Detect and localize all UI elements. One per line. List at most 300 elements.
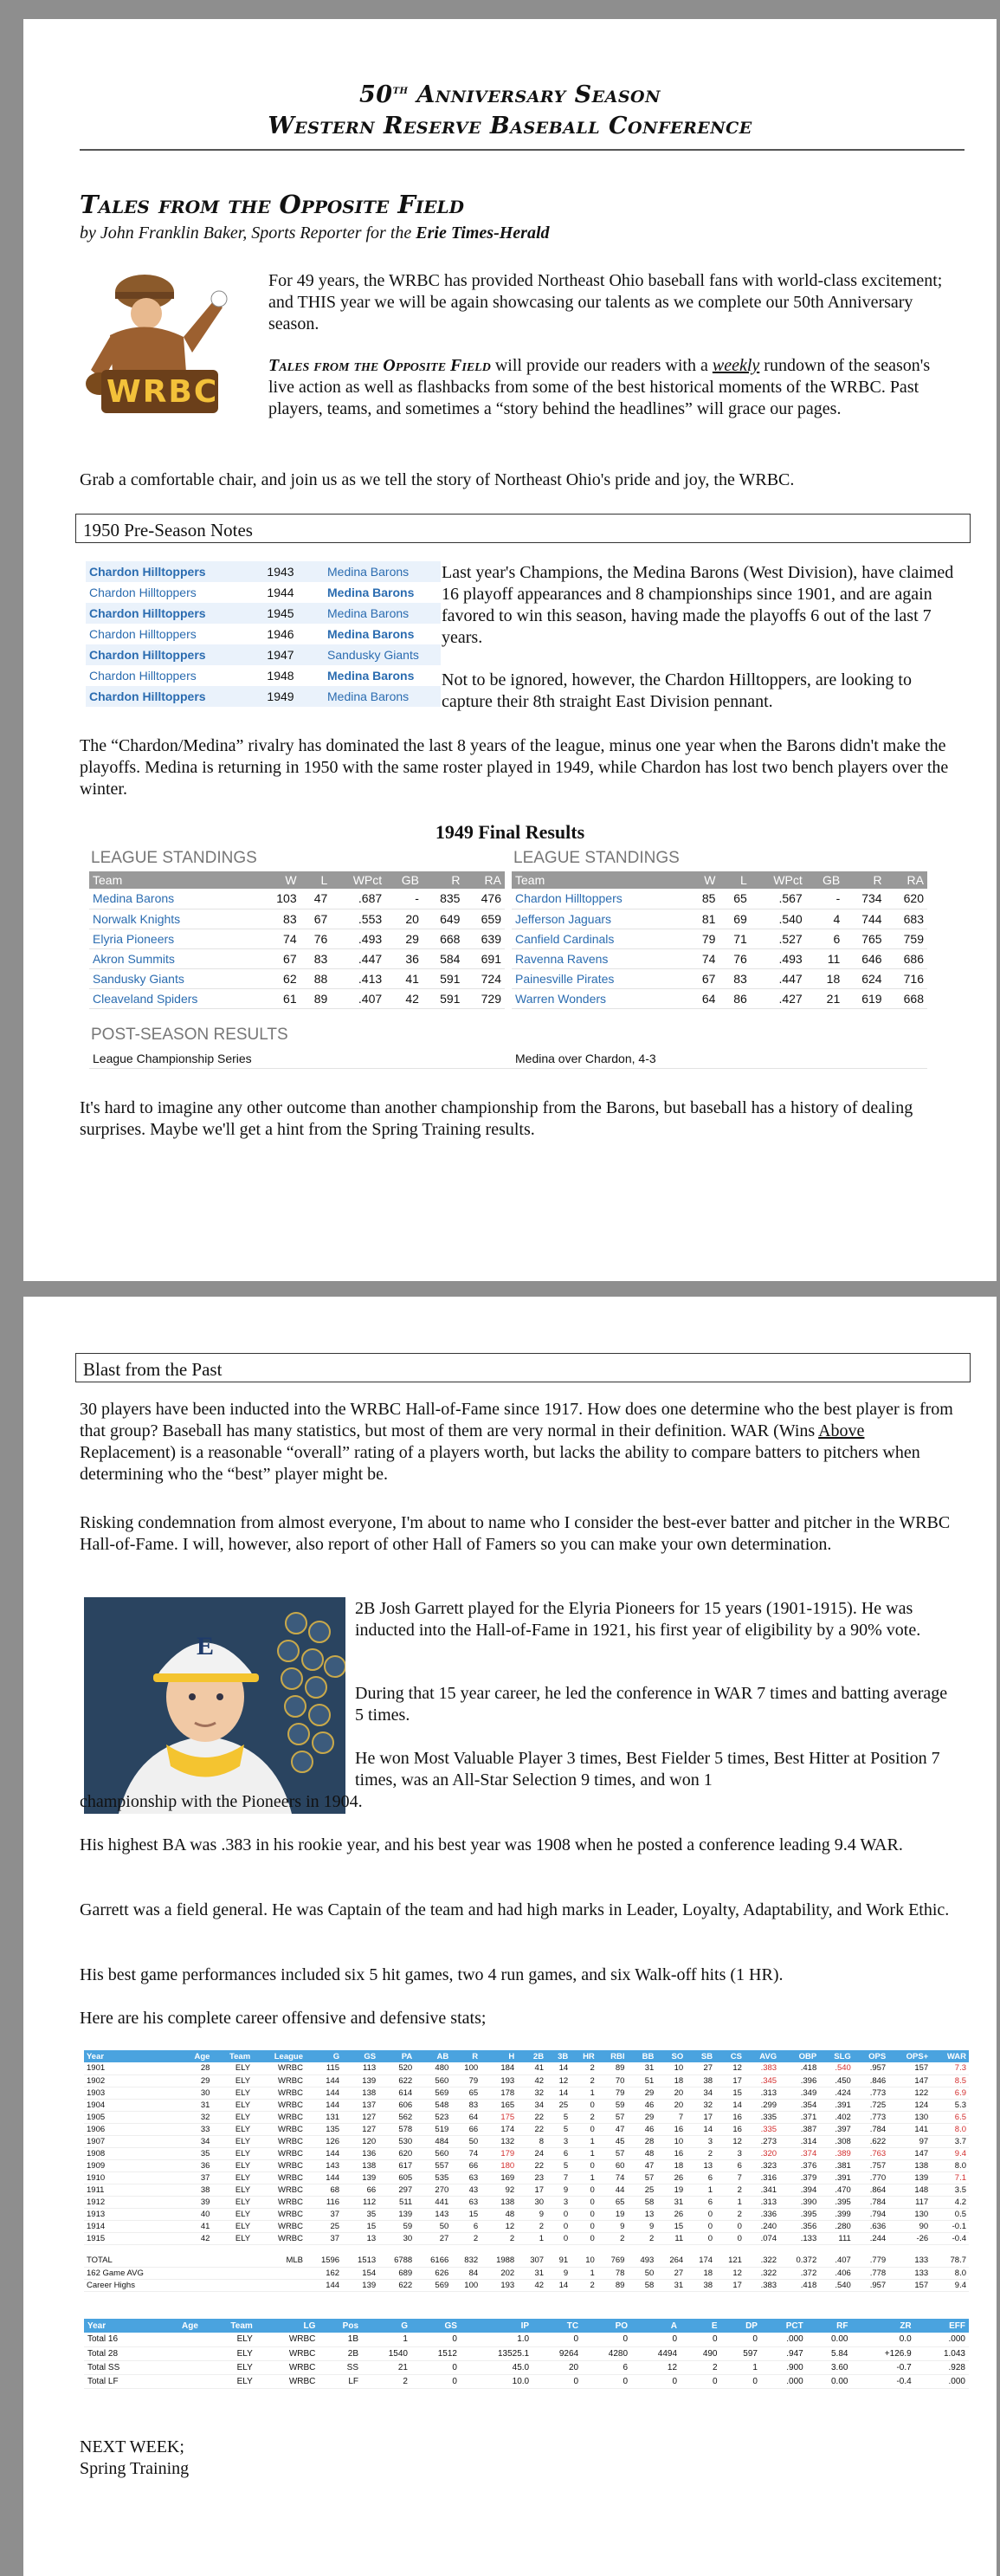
career-cell: 530 (378, 2135, 415, 2147)
standings-cell: 591 (423, 988, 464, 1008)
standings-cell: 18 (806, 968, 844, 988)
career-cell: 7 (546, 2171, 571, 2184)
career-cell: .336 (745, 2208, 779, 2220)
standings-cell: 729 (463, 988, 505, 1008)
career-cell: 523 (415, 2111, 451, 2123)
career-cell: 15 (656, 2220, 686, 2232)
career-cell: 115 (306, 2062, 342, 2074)
career-cell: 18 (656, 2159, 686, 2171)
standings-header: RA (463, 871, 505, 889)
career-cell: ELY (212, 2159, 253, 2171)
postseason-label: POST-SEASON RESULTS (91, 1026, 288, 1044)
fielding-cell: 0 (721, 2333, 761, 2346)
career-cell: 8.0 (931, 2159, 969, 2171)
career-cell: ELY (212, 2171, 253, 2184)
standings-cell: 103 (259, 889, 300, 909)
career-total-row (84, 2255, 969, 2267)
fielding-row (84, 2333, 969, 2346)
standings-cell: 47 (300, 889, 332, 909)
career-cell: 35 (342, 2208, 378, 2220)
fielding-cell: 0 (411, 2360, 461, 2374)
career-cell: 14 (686, 2123, 715, 2135)
standings-team: Sandusky Giants (89, 968, 259, 988)
career-cell: 112 (342, 2196, 378, 2208)
career-total-cell: 27 (656, 2267, 686, 2279)
standings-cell: 85 (687, 889, 719, 909)
career-cell: 122 (888, 2087, 931, 2099)
career-cell: 519 (415, 2123, 451, 2135)
career-cell: 139 (342, 2171, 378, 2184)
garrett-paragraph-3: He won Most Valuable Player 3 times, Best Fielder 5 times, Best Hitter at Position 7 times, was an All-Star Selection 9 times, and won 1 (355, 1749, 940, 1790)
career-total-cell: 139 (342, 2279, 378, 2291)
fielding-cell: 1.043 (915, 2346, 969, 2360)
career-total-cell: 133 (888, 2267, 931, 2279)
best-games-paragraph: His best game performances included six 5 hit games, two 4 run games, and six Walk-off hits (1 HR). (80, 1965, 784, 1984)
career-cell: WRBC (253, 2147, 306, 2159)
header-rule (80, 149, 965, 151)
fielding-cell: .000 (761, 2374, 807, 2388)
career-cell: .323 (745, 2159, 779, 2171)
career-cell: 1902 (84, 2074, 180, 2087)
intro-paragraph-2: Tales from the Opposite Field will provide our readers with a weekly rundown of the season's live action as well as flashbacks from some of the best historical moments of the WRBC. Past players, teams, and sometimes a “story behind the headlines” will grace our pages. (268, 356, 931, 418)
standings-row (512, 988, 927, 1008)
career-cell: 614 (378, 2087, 415, 2099)
career-cell: 51 (627, 2074, 656, 2087)
standings-cell: 88 (300, 968, 332, 988)
fielding-cell: WRBC (256, 2346, 319, 2360)
career-total-cell (212, 2279, 253, 2291)
standings-cell: 81 (687, 909, 719, 929)
career-cell: .470 (819, 2184, 854, 2196)
fielding-header: E (681, 2319, 720, 2333)
history-opponent: Medina Barons (327, 586, 415, 599)
career-cell: .074 (745, 2232, 779, 2244)
career-total-cell: 0.372 (779, 2255, 819, 2267)
fielding-cell: 2 (362, 2374, 411, 2388)
career-cell: 1912 (84, 2196, 180, 2208)
standings-team: Canfield Cardinals (512, 929, 687, 948)
career-header: Age (180, 2050, 212, 2062)
career-total-cell: .407 (819, 2255, 854, 2267)
career-header: WAR (931, 2050, 969, 2062)
standings-cell: 74 (259, 929, 300, 948)
standings-cell: 668 (886, 988, 927, 1008)
career-row (84, 2123, 969, 2135)
career-cell: 16 (715, 2123, 745, 2135)
fielding-header: RF (807, 2319, 852, 2333)
career-row (84, 2208, 969, 2220)
career-total-cell: 162 Game AVG (84, 2267, 180, 2279)
hof-paragraph-2: Risking condemnation from almost everyone, I'm about to name who I consider the best-ever batter and pitcher in the WRBC Hall-of-Fame. I will, however, also report of other Hall of Famers so you can make your own determination. (80, 1513, 951, 1554)
fielding-cell (158, 2374, 202, 2388)
career-cell: .280 (819, 2220, 854, 2232)
career-cell: 43 (451, 2184, 481, 2196)
career-cell: 13 (627, 2208, 656, 2220)
career-total-cell: 2 (571, 2279, 597, 2291)
career-header: 2B (517, 2050, 546, 2062)
career-total-cell: 38 (686, 2279, 715, 2291)
career-row (84, 2159, 969, 2171)
standings-cell: .527 (751, 929, 806, 948)
postseason-row (89, 1050, 927, 1069)
standings-cell: 765 (843, 929, 885, 948)
career-cell: 8.5 (931, 2074, 969, 2087)
career-total-cell: 9.4 (931, 2279, 969, 2291)
career-cell: .345 (745, 2074, 779, 2087)
career-cell: 193 (481, 2074, 517, 2087)
career-cell: 1909 (84, 2159, 180, 2171)
standings-cell: 83 (719, 968, 750, 988)
history-team: Chardon Hilltoppers (89, 627, 197, 641)
fielding-header: IP (461, 2319, 532, 2333)
career-cell: 184 (481, 2062, 517, 2074)
career-cell: 0 (715, 2232, 745, 2244)
career-cell: 1 (686, 2184, 715, 2196)
career-cell: 14 (715, 2099, 745, 2111)
career-cell: 31 (180, 2099, 212, 2111)
career-cell: 0 (686, 2208, 715, 2220)
career-cell: .376 (779, 2159, 819, 2171)
standings-cell: 724 (463, 968, 505, 988)
career-cell: 178 (481, 2087, 517, 2099)
standings-cell: 6 (806, 929, 844, 948)
career-header: OPS (854, 2050, 888, 2062)
career-cell: 4.2 (931, 2196, 969, 2208)
fielding-cell: 0.00 (807, 2374, 852, 2388)
career-cell: 138 (342, 2159, 378, 2171)
fielding-cell: Total LF (84, 2374, 158, 2388)
fielding-cell: 0 (532, 2333, 582, 2346)
history-team: Chardon Hilltoppers (89, 586, 197, 599)
fielding-cell: 1540 (362, 2346, 411, 2360)
career-cell: 6 (715, 2159, 745, 2171)
career-spacer (84, 2244, 969, 2255)
career-cell: 24 (517, 2147, 546, 2159)
career-cell: 32 (686, 2099, 715, 2111)
standings-cell: 83 (300, 948, 332, 968)
standings-cell: 620 (886, 889, 927, 909)
standings-cell: - (385, 889, 423, 909)
career-cell: .846 (854, 2074, 888, 2087)
career-cell: 92 (481, 2184, 517, 2196)
career-cell: WRBC (253, 2159, 306, 2171)
column-title: Tales from the Opposite Field (80, 190, 464, 219)
fielding-cell: 490 (681, 2346, 720, 2360)
career-total-cell: 6166 (415, 2255, 451, 2267)
career-total-cell: TOTAL (84, 2255, 180, 2267)
standings-cell: 42 (385, 988, 423, 1008)
career-header: SO (656, 2050, 686, 2062)
career-cell: 66 (451, 2123, 481, 2135)
next-week-label: NEXT WEEK; (80, 2437, 184, 2456)
standings-cell: 584 (423, 948, 464, 968)
career-cell: 9 (546, 2184, 571, 2196)
history-row (86, 582, 441, 603)
career-cell: 37 (306, 2232, 342, 2244)
standings-cell: 649 (423, 909, 464, 929)
standings-row (512, 968, 927, 988)
career-total-cell: 1513 (342, 2255, 378, 2267)
fielding-cell: Total 28 (84, 2346, 158, 2360)
career-cell: 31 (656, 2196, 686, 2208)
cap-letter: E (196, 1632, 214, 1660)
career-total-cell: 9 (546, 2267, 571, 2279)
career-cell: 169 (481, 2171, 517, 2184)
career-cell: 132 (481, 2135, 517, 2147)
standings-cell: 659 (463, 909, 505, 929)
career-row (84, 2111, 969, 2123)
career-cell: .383 (745, 2062, 779, 2074)
standings-cell: 41 (385, 968, 423, 988)
career-cell: 17 (715, 2074, 745, 2087)
career-cell: 38 (180, 2184, 212, 2196)
career-cell: 7.3 (931, 2062, 969, 2074)
career-cell: 3 (686, 2135, 715, 2147)
career-cell: 9.4 (931, 2147, 969, 2159)
career-cell: 116 (306, 2196, 342, 2208)
career-cell: 37 (180, 2171, 212, 2184)
career-cell: 165 (481, 2099, 517, 2111)
garrett-paragraph-1: 2B Josh Garrett played for the Elyria Pioneers for 15 years (1901-1915). He was inducted into the Hall-of-Fame in 1921, his first year of eligibility by a 90% vote. (355, 1599, 921, 1640)
career-cell: 0 (686, 2232, 715, 2244)
career-cell: 57 (627, 2171, 656, 2184)
fielding-cell: WRBC (256, 2360, 319, 2374)
career-cell: 1 (571, 2135, 597, 2147)
career-cell: 6 (686, 2196, 715, 2208)
career-cell: .773 (854, 2087, 888, 2099)
career-header: G (306, 2050, 342, 2062)
standings-header: GB (385, 871, 423, 889)
section-blast-from-past: Blast from the Past (75, 1353, 971, 1382)
career-cell: 480 (415, 2062, 451, 2074)
career-cell: 29 (627, 2087, 656, 2099)
career-cell: 59 (378, 2220, 415, 2232)
career-cell: 1905 (84, 2111, 180, 2123)
career-cell: 12 (546, 2074, 571, 2087)
career-total-cell: 174 (686, 2255, 715, 2267)
next-week-topic: Spring Training (80, 2459, 190, 2478)
standings-header: L (300, 871, 332, 889)
career-cell: 50 (415, 2220, 451, 2232)
career-total-cell: 264 (656, 2255, 686, 2267)
newsletter-page-1 (23, 19, 997, 1281)
career-total-cell: 626 (415, 2267, 451, 2279)
standings-cell: 686 (886, 948, 927, 968)
career-total-cell: 18 (686, 2267, 715, 2279)
standings-row (89, 988, 505, 1008)
history-row (86, 686, 441, 707)
career-cell: 65 (597, 2196, 628, 2208)
career-cell: .395 (819, 2196, 854, 2208)
fielding-cell: 0 (631, 2333, 681, 2346)
career-cell: .763 (854, 2147, 888, 2159)
career-cell: 15 (715, 2087, 745, 2099)
career-cell: 0 (571, 2123, 597, 2135)
career-cell: 97 (888, 2135, 931, 2147)
standings-row (512, 929, 927, 948)
career-cell: 68 (306, 2184, 342, 2196)
career-cell: ELY (212, 2099, 253, 2111)
career-cell: 26 (656, 2171, 686, 2184)
career-cell: .356 (779, 2220, 819, 2232)
history-team: Chardon Hilltoppers (86, 561, 246, 582)
career-cell: 40 (180, 2208, 212, 2220)
career-cell: 144 (306, 2074, 342, 2087)
career-cell: .349 (779, 2087, 819, 2099)
fielding-stats-table (84, 2319, 969, 2389)
career-cell: 41 (517, 2062, 546, 2074)
career-total-cell: 50 (627, 2267, 656, 2279)
career-cell: .784 (854, 2123, 888, 2135)
career-cell: .316 (745, 2171, 779, 2184)
career-header: OBP (779, 2050, 819, 2062)
history-team: Chardon Hilltoppers (86, 603, 246, 624)
career-cell: .314 (779, 2135, 819, 2147)
fielding-cell: WRBC (256, 2333, 319, 2346)
standings-cell: .553 (331, 909, 385, 929)
career-total-cell: .779 (854, 2255, 888, 2267)
career-cell: .794 (854, 2208, 888, 2220)
career-header: AVG (745, 2050, 779, 2062)
standings-cell: 71 (719, 929, 750, 948)
career-cell: 441 (415, 2196, 451, 2208)
career-cell: 15 (342, 2220, 378, 2232)
standings-team: Warren Wonders (512, 988, 687, 1008)
fielding-cell: ELY (202, 2346, 256, 2360)
career-cell: 22 (517, 2111, 546, 2123)
career-cell: 6.9 (931, 2087, 969, 2099)
career-total-cell: 31 (656, 2279, 686, 2291)
history-opponent: Medina Barons (315, 686, 441, 707)
career-cell: 79 (451, 2074, 481, 2087)
career-cell: 58 (627, 2196, 656, 2208)
career-cell: 548 (415, 2099, 451, 2111)
postseason-series: League Championship Series (93, 1052, 252, 1065)
garrett-paragraph-3-cont: championship with the Pioneers in 1904. (80, 1792, 363, 1811)
career-cell: 90 (888, 2220, 931, 2232)
career-total-cell (180, 2267, 212, 2279)
career-cell: 1915 (84, 2232, 180, 2244)
career-cell: 143 (415, 2208, 451, 2220)
career-cell: 20 (656, 2087, 686, 2099)
career-total-row (84, 2279, 969, 2291)
career-cell: WRBC (253, 2232, 306, 2244)
career-cell: .773 (854, 2111, 888, 2123)
career-cell: 2 (571, 2111, 597, 2123)
career-cell: 2 (715, 2208, 745, 2220)
career-cell: 22 (517, 2123, 546, 2135)
career-header: AB (415, 2050, 451, 2062)
career-header: HR (571, 2050, 597, 2062)
career-cell: 42 (180, 2232, 212, 2244)
career-cell: 1 (715, 2196, 745, 2208)
standings-cell: .427 (751, 988, 806, 1008)
career-cell: 136 (342, 2147, 378, 2159)
career-cell: 1908 (84, 2147, 180, 2159)
fielding-cell: 4494 (631, 2346, 681, 2360)
career-cell: 130 (888, 2208, 931, 2220)
history-opponent: Sandusky Giants (315, 644, 441, 665)
standings-cell: .447 (331, 948, 385, 968)
career-cell: WRBC (253, 2208, 306, 2220)
career-cell: 144 (306, 2087, 342, 2099)
fielding-cell: 1 (362, 2333, 411, 2346)
fielding-cell: 1 (721, 2360, 761, 2374)
career-cell: 138 (342, 2087, 378, 2099)
career-cell: 29 (627, 2111, 656, 2123)
career-cell: ELY (212, 2123, 253, 2135)
history-row (86, 603, 441, 624)
history-year: 1947 (246, 644, 315, 665)
career-cell: 2 (571, 2062, 597, 2074)
career-header: SLG (819, 2050, 854, 2062)
standings-team: Chardon Hilltoppers (512, 889, 687, 909)
career-cell: 46 (627, 2099, 656, 2111)
career-cell: 0 (546, 2220, 571, 2232)
career-total-cell: 121 (715, 2255, 745, 2267)
career-cell: 3.7 (931, 2135, 969, 2147)
career-cell: 143 (306, 2159, 342, 2171)
fielding-header: A (631, 2319, 681, 2333)
standings-cell: 591 (423, 968, 464, 988)
career-cell: 9 (597, 2220, 628, 2232)
fielding-cell: 6 (582, 2360, 631, 2374)
career-cell: 113 (342, 2062, 378, 2074)
career-cell: 560 (415, 2074, 451, 2087)
career-cell: 30 (517, 2196, 546, 2208)
career-cell: ELY (212, 2074, 253, 2087)
career-cell: 1913 (84, 2208, 180, 2220)
fielding-header: TC (532, 2319, 582, 2333)
standings-cell: .447 (751, 968, 806, 988)
fielding-cell: ELY (202, 2374, 256, 2388)
career-cell: .389 (819, 2147, 854, 2159)
fielding-header: Age (158, 2319, 202, 2333)
career-total-cell: .778 (854, 2267, 888, 2279)
standings-cell: .493 (751, 948, 806, 968)
career-row (84, 2087, 969, 2099)
conference-header: Western Reserve Baseball Conference (268, 113, 752, 139)
career-cell: 47 (597, 2123, 628, 2135)
history-row (86, 561, 441, 582)
career-cell: .395 (779, 2208, 819, 2220)
career-cell: 1910 (84, 2171, 180, 2184)
career-cell: 30 (180, 2087, 212, 2099)
career-cell: 14 (546, 2062, 571, 2074)
standings-cell: .413 (331, 968, 385, 988)
career-cell: .391 (819, 2099, 854, 2111)
career-cell: 19 (597, 2208, 628, 2220)
career-cell: .396 (779, 2074, 819, 2087)
career-cell: ELY (212, 2147, 253, 2159)
fielding-cell: -0.4 (851, 2374, 914, 2388)
standings-header: W (687, 871, 719, 889)
career-cell: 12 (481, 2220, 517, 2232)
fielding-cell: 0 (532, 2374, 582, 2388)
career-total-cell: .383 (745, 2279, 779, 2291)
fielding-cell: 0 (582, 2333, 631, 2346)
career-cell: 144 (306, 2099, 342, 2111)
career-cell: 18 (656, 2074, 686, 2087)
standings-cell: .407 (331, 988, 385, 1008)
career-cell: .770 (854, 2171, 888, 2184)
career-cell: 9 (627, 2220, 656, 2232)
preseason-paragraph-1: Last year's Champions, the Medina Barons (West Division), have claimed 16 playoff appearances and 8 championships since 1901, and are again favored to win this season, having made the playoffs 6 out of the last 7 years. (442, 563, 954, 647)
career-cell: 617 (378, 2159, 415, 2171)
career-cell: 34 (180, 2135, 212, 2147)
standings-cell: 4 (806, 909, 844, 929)
career-cell: 46 (627, 2123, 656, 2135)
